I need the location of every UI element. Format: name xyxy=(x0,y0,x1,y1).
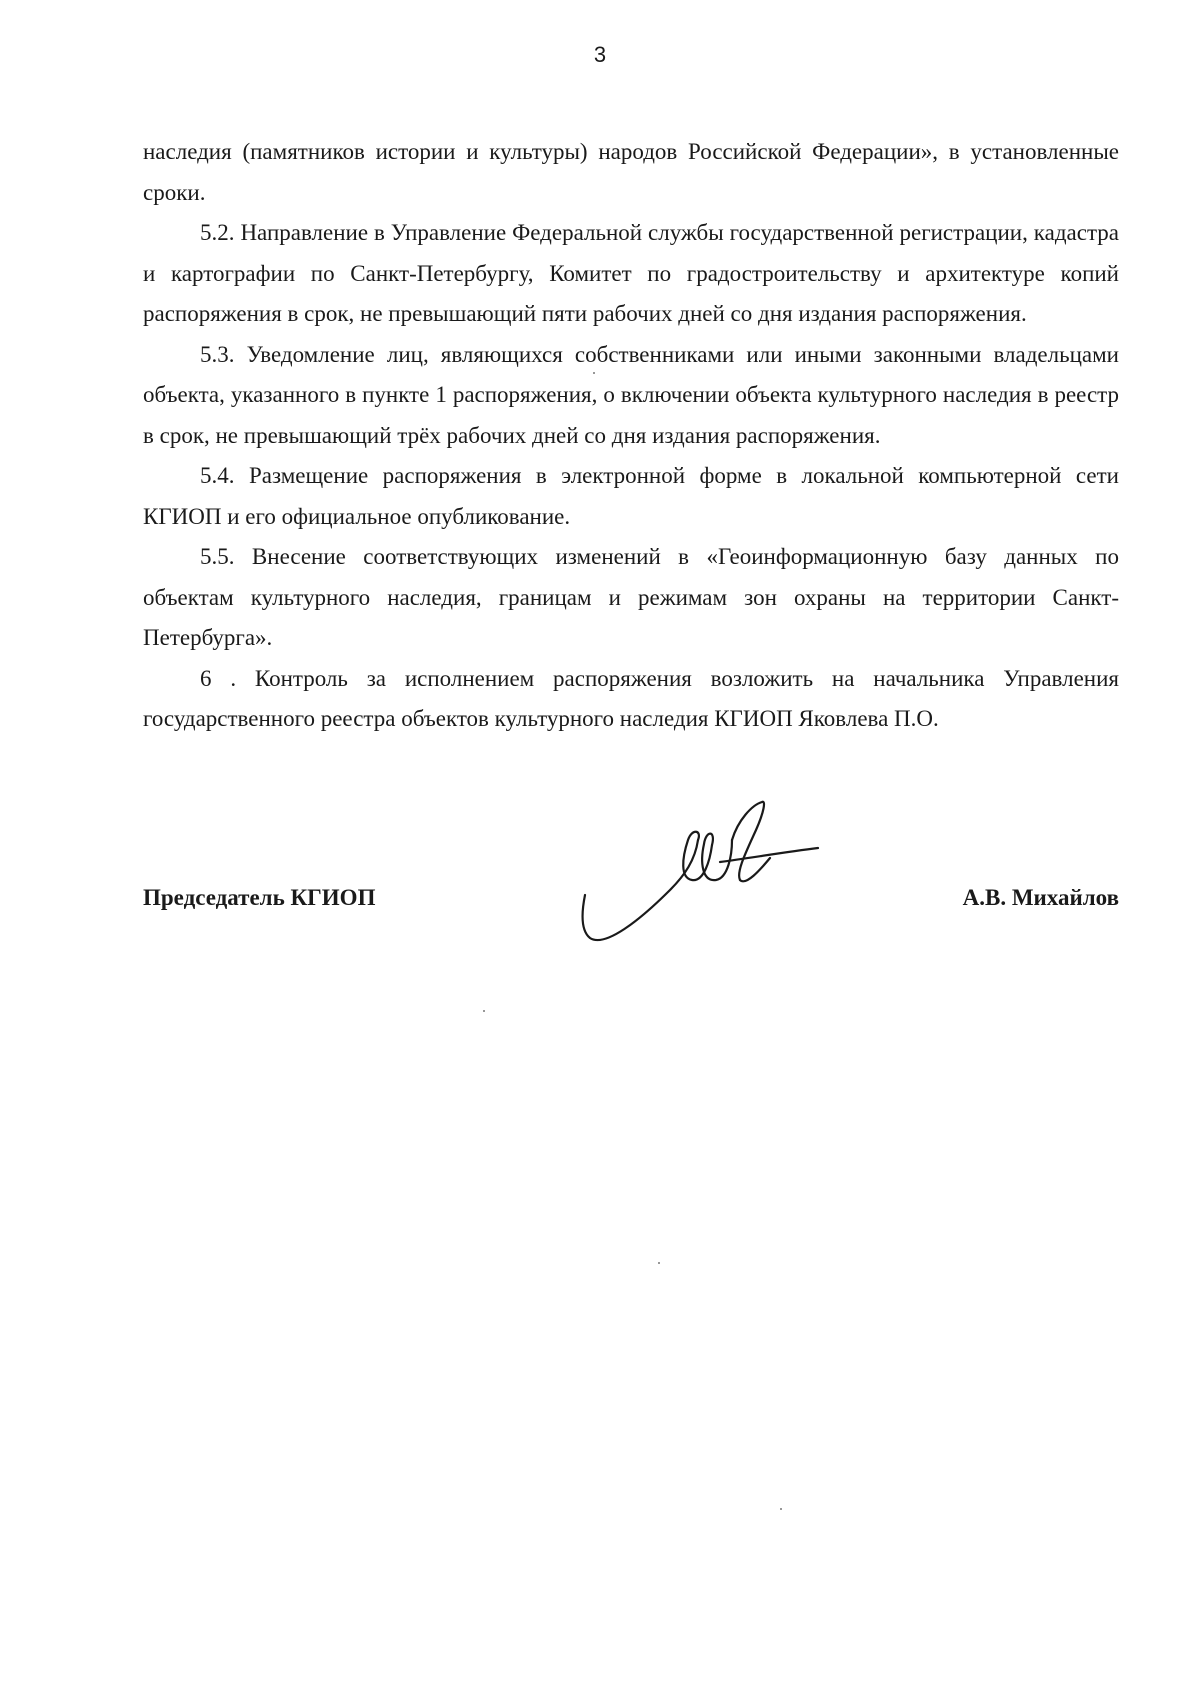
page-number: 3 xyxy=(593,42,607,67)
document-body xyxy=(143,132,1119,740)
paragraph-5-5: 5.5. Внесение соответствующих изменений в «Геоинформационную базу данных по объектам культурного наследия, границам и режимам зон охраны на территории Санкт-Петербурга». xyxy=(143,544,1119,650)
signatory-name: А.В. Михайлов xyxy=(962,885,1119,910)
position-title: Председатель КГИОП xyxy=(143,885,376,910)
paragraph-continuation: наследия (памятников истории и культуры) народов Российской Федерации», в установленные сроки. xyxy=(143,139,1119,205)
paragraph-6: 6 . Контроль за исполнением распоряжения возложить на начальника Управления государственного реестра объектов культурного наследия КГИОП Яковлева П.О. xyxy=(143,665,1119,731)
scan-speck xyxy=(658,1262,660,1264)
signature-block xyxy=(143,880,1119,916)
paragraph-5-3: 5.3. Уведомление лиц, являющихся собственниками или иными законными владельцами объекта, указанного в пункте 1 распоряжения, о включении объекта культурного наследия в реестр в срок, не превышающий трёх рабочих дней со дня издания распоряжения. xyxy=(143,341,1119,448)
paragraph-5-2: 5.2. Направление в Управление Федеральной службы государственной регистрации, кадастра и картографии по Санкт-Петербургу, Комитет по градостроительству и архитектуре копий распоряжения в срок, не превышающий пяти рабочих дней со дня издания распоряжения. xyxy=(143,220,1119,326)
scan-speck xyxy=(483,1010,485,1012)
paragraph-5-4: 5.4. Размещение распоряжения в электронной форме в локальной компьютерной сети КГИОП и его официальное опубликование. xyxy=(143,463,1119,529)
scan-speck xyxy=(780,1508,782,1510)
scan-speck xyxy=(593,372,595,374)
